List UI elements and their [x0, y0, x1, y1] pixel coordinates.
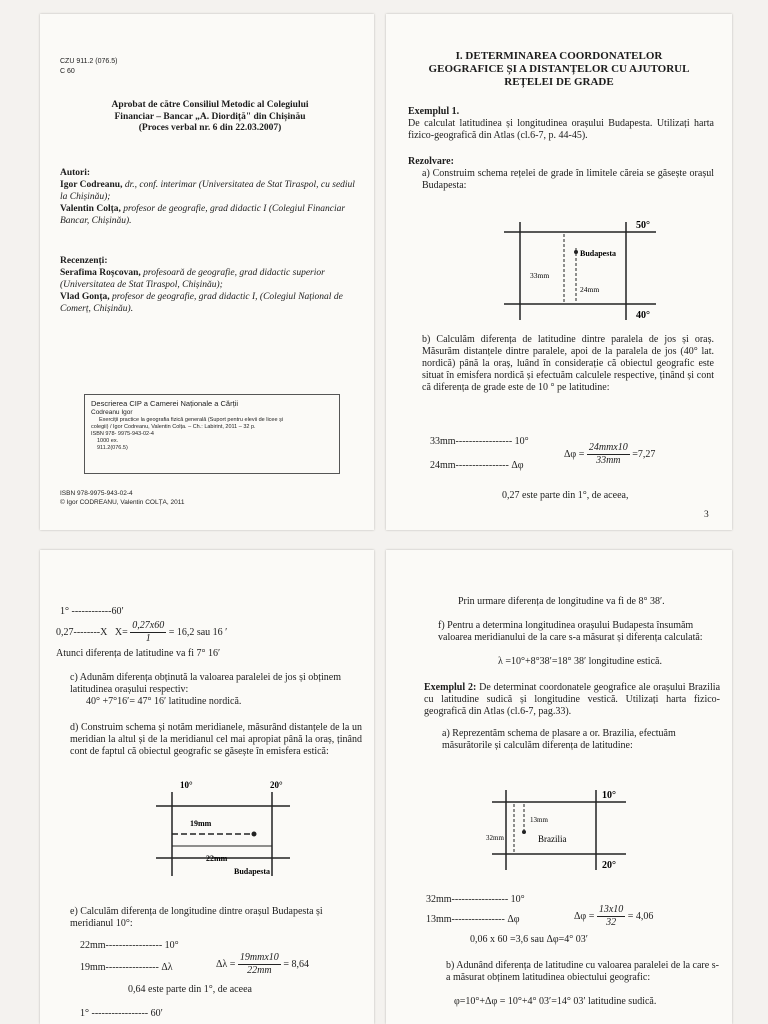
author-1: [60, 180, 360, 203]
isbn: ISBN 978-9975-943-02-4: [60, 490, 133, 497]
calc-min-numerator: 0,27x60: [132, 620, 165, 631]
calc-4-line-b: 13mm---------------- Δφ: [426, 914, 520, 925]
chapter-title-line-1: I. DETERMINAREA COORDONATELOR: [455, 50, 663, 62]
note-1: 0,27 este parte din 1°, de aceea,: [502, 490, 629, 501]
calc-1-denominator: 33mm: [596, 455, 621, 466]
authors-heading: Autori:: [60, 168, 91, 178]
example-1-text: De calculat latitudinea și longitudinea orașului Budapesta. Utilizați harta fizico-geografică din Atlas (cl.6-7, p. 44-45).: [408, 118, 714, 141]
lat-10-label: 10°: [602, 790, 616, 801]
calc-1-formula: [564, 442, 655, 467]
distance-22mm-label: 22mm: [206, 854, 228, 863]
reviewer-2: [60, 292, 360, 315]
example-2: [424, 682, 720, 718]
step-d: d) Construim schema și notăm meridianele, măsurând distanțele de la un meridian la altul și de la meridianul cel mai apropiat până la oraș, ținând cont de faptul că obiectul geografic se găsește în emisfera estică:: [70, 722, 362, 757]
lat-40-label: 40°: [636, 310, 650, 321]
example-2-heading: Exemplul 2:: [424, 682, 477, 693]
chapter-title: [394, 50, 724, 89]
example-1-heading: Exemplul 1.: [408, 106, 460, 117]
czu-code-2: C 60: [60, 68, 75, 75]
budapest-latitude-figure: [496, 208, 666, 326]
example-2-text: De determinat coordonatele geografice ale orașului Brazilia cu latitudine sudică și longitudine vestică. Utilizați harta fizico-geografică din Atlas (cl.6-7, pag.33).: [424, 682, 721, 717]
cip-box: [84, 394, 340, 474]
calc-4-line-a: 32mm----------------- 10°: [426, 894, 525, 905]
calc-1-numerator: 24mmx10: [588, 442, 628, 453]
cip-title: Descrierea CIP a Camerei Naționale a Cărții: [91, 399, 239, 408]
page-5: [386, 550, 732, 1024]
calc-1-result: =7,27: [632, 448, 656, 460]
calc-1-line-a: 33mm----------------- 10°: [430, 436, 529, 447]
lat-50-label: 50°: [636, 220, 650, 231]
copyright: © Igor CODREANU, Valentin COLȚA, 2011: [60, 499, 185, 506]
author-2-desc: profesor de geografie, grad didactic I (Colegiul Financiar Bancar, Chișinău).: [60, 204, 346, 226]
reviewer-2-name: Vlad Gonța,: [60, 292, 110, 302]
final-latitude: φ=10°+Δφ = 10°+4° 03′=14° 03′ latitudine sudică.: [454, 996, 657, 1007]
solution-heading: Rezolvare:: [408, 156, 454, 167]
approval-block: [60, 100, 360, 135]
calc-min-lhs: X=: [114, 626, 128, 638]
author-1-desc: dr., conf. interimar (Universitatea de Stat Tiraspol, cu sediul la Chișinău);: [60, 180, 355, 202]
budapest-point: [252, 832, 257, 837]
chapter-title-line-3: REȚELEI DE GRADE: [504, 76, 614, 88]
author-2: [60, 204, 360, 227]
calc-1-fraction: [587, 442, 630, 467]
approval-line-1: Aprobat de către Consiliul Metodic al Colegiului: [111, 100, 309, 110]
author-1-name: Igor Codreanu,: [60, 180, 123, 190]
chapter-title-line-2: GEOGRAFICE ȘI A DISTANȚELOR CU AJUTORUL: [428, 63, 690, 75]
budapest-label: Budapesta: [234, 867, 271, 876]
lat-difference: Atunci diferența de latitudine va fi 7° 16′: [56, 648, 221, 659]
calc-2-result: = 8,64: [283, 958, 309, 970]
page-imprint: [40, 14, 374, 530]
note-2: 0,64 este parte din 1°, de aceea: [128, 984, 252, 995]
calc-4-lhs: Δφ =: [574, 910, 595, 922]
step-f: f) Pentru a determina longitudinea orașului Budapesta însumăm valoarea meridianului de la care s-a măsurat și diferența calculată:: [438, 620, 703, 643]
lat-20-label: 20°: [602, 860, 616, 871]
cip-line-2: Exerciții practice la geografia fizică generală (Suport pentru elevii de licee și: [99, 417, 284, 423]
brazilia-point: [522, 830, 526, 834]
calc-2-line-a: 22mm----------------- 10°: [80, 940, 179, 951]
calc-4-fraction: [597, 904, 625, 929]
cip-line-6: 911.2(076.5): [97, 445, 128, 451]
step-e: e) Calculăm diferența de longitudine dintre orașul Budapesta și meridianul 10°:: [70, 906, 323, 929]
cip-line-1: Codreanu Igor: [91, 409, 133, 416]
brazilia-latitude-figure: [486, 782, 636, 880]
reviewer-1-name: Serafima Roșcovan,: [60, 268, 141, 278]
cip-line-5: 1000 ex.: [97, 438, 119, 444]
distance-19mm-label: 19mm: [190, 819, 212, 828]
budapest-label: Budapesta: [580, 249, 617, 258]
calc-1-line-b: 24mm---------------- Δφ: [430, 460, 524, 471]
page-3: [386, 14, 732, 530]
calc-2-denominator: 22mm: [247, 965, 272, 976]
calc-min-line-1: 1° ------------60′: [60, 606, 124, 617]
calc-min-denominator: 1: [145, 633, 151, 644]
calc-2-fraction: [238, 952, 281, 977]
page-4: [40, 550, 374, 1024]
distance-24mm-label: 24mm: [580, 285, 600, 294]
reviewer-2-desc: profesor de geografie, grad didactic I, (Colegiul Național de Comerț, Chișinău).: [60, 292, 343, 314]
calc-2-line-b: 19mm---------------- Δλ: [80, 962, 173, 973]
brazilia-label: Brazilia: [538, 834, 567, 844]
calc-min-fraction: [130, 620, 166, 645]
reviewer-1: [60, 268, 360, 291]
distance-33mm-label: 33mm: [530, 271, 550, 280]
step-c-result: 40° +7°16′= 47° 16′ latitudine nordică.: [86, 696, 242, 707]
calc-3-line: 1° ----------------- 60′: [80, 1008, 163, 1019]
distance-13mm-label: 13mm: [530, 816, 548, 824]
reviewers-heading: Recenzenți:: [60, 256, 108, 266]
budapest-point: [574, 250, 578, 254]
page-number: 3: [704, 510, 709, 520]
step-b-2: b) Adunând diferența de latitudine cu valoarea paralelei de la care s-a măsurat obținem latitudinea obiectului geografic:: [446, 960, 719, 983]
calc-2-numerator: 19mmx10: [239, 952, 279, 963]
author-2-name: Valentin Colța,: [60, 204, 121, 214]
calc-4-note: 0,06 x 60 =3,6 sau Δφ=4° 03′: [470, 934, 588, 945]
calc-min-line-2: 0,27--------X: [56, 626, 108, 638]
approval-line-2: Financiar – Bancar „A. Diordiță" din Chișinău: [114, 111, 306, 122]
lon-difference: Prin urmare diferența de longitudine va fi de 8° 38′.: [458, 596, 665, 607]
step-a: a) Construim schema rețelei de grade în limitele căreia se găsește orașul Budapesta:: [422, 168, 714, 191]
approval-line-3: (Proces verbal nr. 6 din 22.03.2007): [138, 123, 282, 133]
calc-min-formula: [56, 620, 227, 645]
calc-1-lhs: Δφ =: [564, 448, 585, 460]
cip-line-4: ISBN 978- 9975-943-02-4: [91, 431, 154, 437]
calc-4-denominator: 32: [606, 917, 617, 928]
distance-32mm-label: 32mm: [486, 834, 504, 842]
step-b: b) Calculăm diferența de latitudine dintre paralela de jos și oraș. Măsurăm distanțele dintre paralele, apoi de la paralela de jos (40° lat. nordică) până la oraș, luând în considerație că obiectul geografic este situat în emisfera nordică și efectuăm calculele respective, ținând și cont că diferența de grade este de 10 ° pe latitudine:: [422, 334, 714, 393]
step-a-2: a) Reprezentăm schema de plasare a or. Brazilia, efectuăm măsurătorile și calculăm diferența de latitudine:: [442, 728, 676, 751]
lon-20-label: 20°: [270, 780, 283, 790]
calc-2-formula: [216, 952, 309, 977]
step-c: c) Adunăm diferența obținută la valoarea paralelei de jos și obținem latitudinea orașului respectiv:: [70, 672, 342, 695]
calc-min-result: = 16,2 sau 16 ′: [168, 626, 228, 638]
calc-4-numerator: 13x10: [598, 904, 624, 915]
step-f-result: λ =10°+8°38′=18° 38′ longitudine estică.: [498, 656, 662, 667]
calc-4-result: = 4,06: [627, 910, 654, 922]
reviewer-1-desc: profesoară de geografie, grad didactic superior (Universitatea de Stat Tiraspol, Chișinău);: [60, 268, 325, 290]
czu-code: CZU 911.2 (076.5): [60, 58, 118, 65]
lon-10-label: 10°: [180, 780, 193, 790]
budapest-longitude-figure: [150, 778, 330, 884]
calc-4-formula: [574, 904, 653, 929]
calc-2-lhs: Δλ =: [216, 958, 236, 970]
cip-line-3: colegii) / Igor Codreanu, Valentin Colța. – Ch.: Labirint, 2011 – 32 p.: [91, 424, 256, 430]
